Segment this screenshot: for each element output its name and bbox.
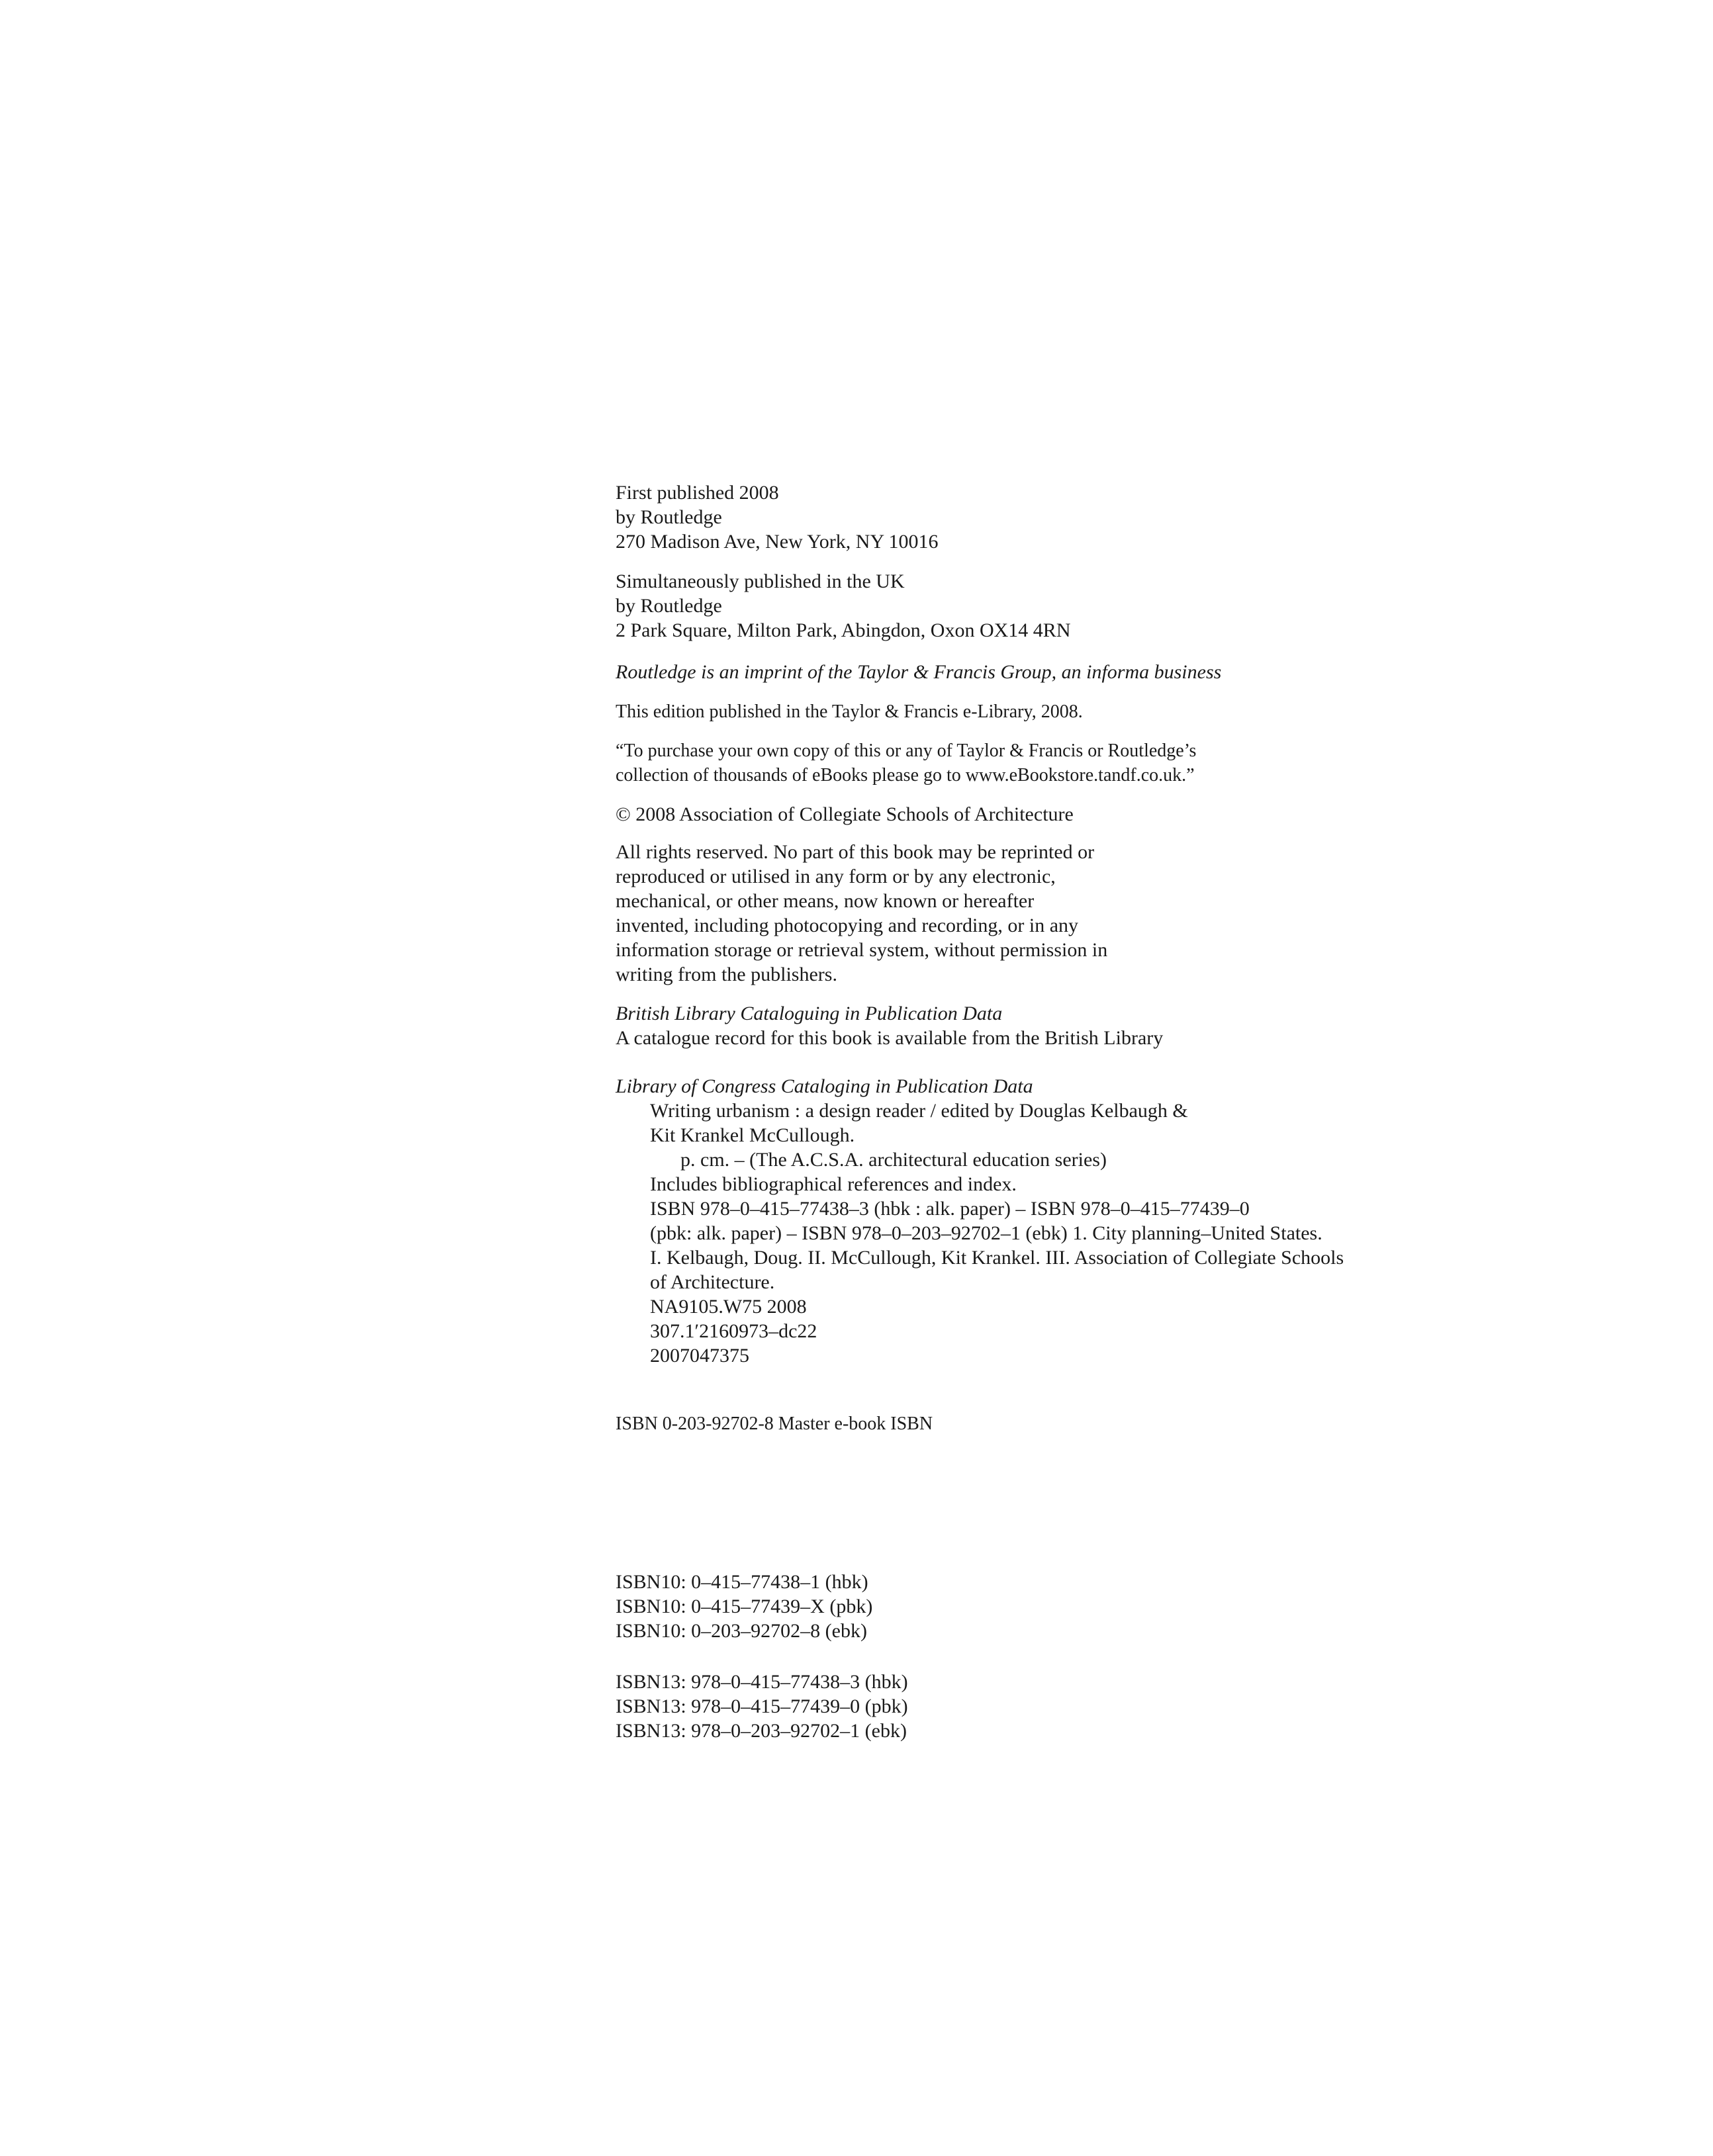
purchase-note-line: collection of thousands of eBooks please go to www.eBookstore.tandf.co.uk.” — [616, 765, 1195, 786]
purchase-note — [616, 739, 1476, 787]
rights-line: information storage or retrieval system, without permission in — [616, 939, 1108, 961]
purchase-note-line: “To purchase your own copy of this or any of Taylor & Francis or Routledge’s — [616, 741, 1197, 761]
uk-imprint-line: 2 Park Square, Milton Park, Abingdon, Oxon OX14 4RN — [616, 619, 1071, 641]
loc-line: Writing urbanism : a design reader / edited by Douglas Kelbaugh & — [650, 1100, 1188, 1122]
loc-line: (pbk: alk. paper) – ISBN 978–0–203–92702–1 (ebk) 1. City planning–United States. — [650, 1222, 1322, 1244]
loc-line: I. Kelbaugh, Doug. II. McCullough, Kit Krankel. III. Association of Collegiate Schools — [650, 1247, 1344, 1269]
loc-line: Includes bibliographical references and index. — [650, 1173, 1017, 1195]
rights-line: writing from the publishers. — [616, 964, 837, 985]
us-imprint-line: 270 Madison Ave, New York, NY 10016 — [616, 531, 939, 553]
rights-line: All rights reserved. No part of this book may be reprinted or — [616, 841, 1095, 863]
loc-line: 2007047375 — [650, 1345, 749, 1367]
edition-note: This edition published in the Taylor & Francis e-Library, 2008. — [616, 701, 1083, 722]
loc-heading: Library of Congress Cataloging in Publication Data — [616, 1075, 1033, 1097]
loc-line: of Architecture. — [650, 1271, 775, 1293]
loc-block — [616, 1074, 1476, 1368]
uk-imprint-line: by Routledge — [616, 595, 722, 617]
isbn10-line: ISBN10: 0–415–77439–X (pbk) — [616, 1595, 873, 1617]
british-library-text: A catalogue record for this book is available from the British Library — [616, 1027, 1164, 1049]
isbn10-line: ISBN10: 0–203–92702–8 (ebk) — [616, 1620, 867, 1642]
rights-statement — [616, 840, 1476, 987]
loc-line: Kit Krankel McCullough. — [650, 1124, 855, 1146]
us-imprint-block — [616, 480, 1476, 554]
british-library-heading: British Library Cataloguing in Publication Data — [616, 1003, 1003, 1024]
us-imprint-line: First published 2008 — [616, 482, 779, 504]
rights-line: invented, including photocopying and recording, or in any — [616, 915, 1079, 936]
british-library-block — [616, 1001, 1476, 1050]
us-imprint-line: by Routledge — [616, 506, 722, 528]
isbn13-block — [616, 1670, 1476, 1743]
loc-line: 307.1′2160973–dc22 — [650, 1320, 817, 1342]
rights-line: reproduced or utilised in any form or by any electronic, — [616, 866, 1056, 887]
isbn10-line: ISBN10: 0–415–77438–1 (hbk) — [616, 1571, 868, 1593]
imprint-note: Routledge is an imprint of the Taylor & Francis Group, an informa business — [616, 661, 1222, 683]
isbn13-line: ISBN13: 978–0–415–77438–3 (hbk) — [616, 1671, 908, 1693]
loc-line: ISBN 978–0–415–77438–3 (hbk : alk. paper) – ISBN 978–0–415–77439–0 — [650, 1198, 1250, 1220]
isbn13-line: ISBN13: 978–0–415–77439–0 (pbk) — [616, 1695, 908, 1717]
isbn10-block — [616, 1570, 1476, 1643]
master-isbn: ISBN 0-203-92702-8 Master e-book ISBN — [616, 1414, 933, 1434]
loc-line: p. cm. – (The A.C.S.A. architectural education series) — [680, 1149, 1107, 1171]
isbn13-line: ISBN13: 978–0–203–92702–1 (ebk) — [616, 1720, 907, 1742]
copyright-notice: © 2008 Association of Collegiate Schools of Architecture — [616, 803, 1074, 825]
loc-line: NA9105.W75 2008 — [650, 1296, 807, 1318]
rights-line: mechanical, or other means, now known or hereafter — [616, 890, 1035, 912]
uk-imprint-block — [616, 569, 1476, 643]
uk-imprint-line: Simultaneously published in the UK — [616, 570, 905, 592]
